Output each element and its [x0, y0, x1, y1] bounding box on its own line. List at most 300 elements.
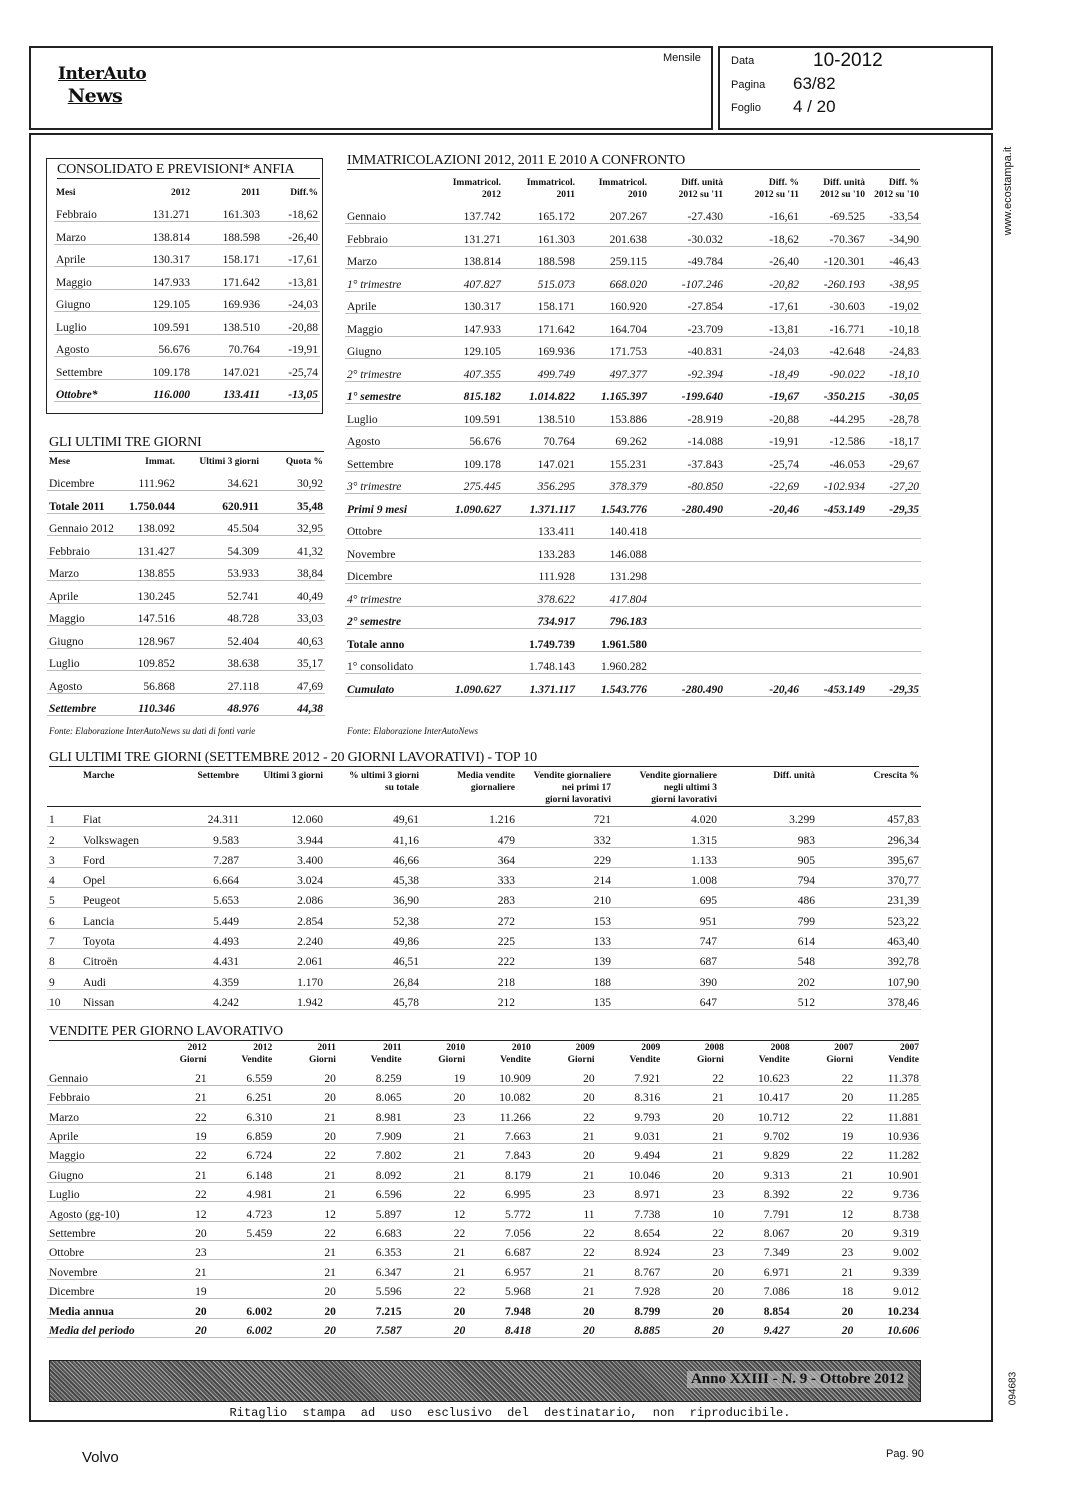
vendite-year-header: 2009: [641, 1043, 661, 1053]
table-cell: Agosto (gg-10): [49, 1208, 120, 1221]
top10-col-marche: Marche: [83, 771, 115, 781]
table-cell: 21: [195, 1266, 207, 1279]
table-cell: 147.516: [137, 613, 175, 625]
table-cell: 799: [797, 915, 815, 928]
vendite-sub-header: Giorni: [308, 1055, 336, 1065]
table-cell: -107.246: [681, 278, 723, 291]
table-row: [345, 291, 921, 314]
table-cell: 4.242: [213, 996, 239, 1009]
table-cell: 20: [324, 1286, 336, 1299]
table-cell: 6.002: [246, 1305, 273, 1318]
table-cell: 188: [593, 976, 611, 989]
vendite-sub-row: [47, 1054, 921, 1066]
table-cell: 512: [797, 996, 815, 1009]
table-cell: Marzo: [49, 1111, 80, 1124]
table-cell: 188.598: [537, 256, 575, 268]
table-cell: Marzo: [49, 568, 80, 580]
table-cell: -49.784: [687, 256, 723, 268]
table-cell: 23: [195, 1247, 207, 1260]
table-cell: 10.901: [887, 1169, 919, 1182]
table-row: [345, 516, 921, 539]
table-cell: 21: [324, 1266, 336, 1279]
table-cell: -40.831: [687, 346, 723, 358]
table-cell: 171.753: [609, 346, 647, 358]
table-cell: 1.750.044: [129, 500, 175, 513]
table-cell: 7.948: [505, 1305, 531, 1318]
table-cell: 23: [453, 1111, 466, 1124]
table-cell: -70.367: [829, 233, 865, 246]
table-cell: 23: [841, 1247, 854, 1260]
table-cell: 333: [497, 875, 515, 888]
table-cell: 20: [195, 1324, 207, 1337]
table-cell: 19: [841, 1131, 854, 1144]
table-cell: -24,03: [769, 346, 799, 358]
table-cell: -29,67: [889, 458, 919, 471]
table-cell: 210: [593, 895, 611, 908]
table-cell: -280.490: [681, 503, 723, 516]
table-cell: Audi: [83, 976, 106, 989]
table-cell: 4: [49, 875, 55, 888]
table-cell: 395,67: [887, 854, 919, 867]
table-cell: 1.090.627: [455, 683, 501, 696]
table-row: [47, 1144, 921, 1163]
table-cell: -38,95: [889, 278, 919, 291]
table-cell: -29,35: [889, 503, 919, 516]
table-cell: 111.928: [538, 571, 575, 583]
table-cell: Peugeot: [83, 895, 121, 908]
table-cell: 21: [841, 1169, 854, 1182]
table-cell: [725, 584, 801, 607]
table-cell: 12: [195, 1208, 207, 1221]
table-cell: 138.092: [137, 523, 175, 535]
table-cell: Agosto: [56, 344, 90, 356]
table-cell: 160.920: [609, 301, 647, 313]
table-cell: 46,66: [393, 854, 419, 867]
table-cell: -16.771: [829, 323, 865, 336]
ultimi-col-mese: Mese: [49, 457, 71, 467]
table-cell: 22: [195, 1150, 207, 1163]
table-cell: Nissan: [83, 996, 115, 1009]
table-cell: 6.683: [375, 1228, 402, 1241]
table-cell: 9.031: [634, 1131, 661, 1144]
table-row: [47, 671, 325, 694]
table-cell: Totale 2011: [49, 500, 105, 513]
table-cell: 10.082: [499, 1092, 531, 1105]
table-cell: 6.664: [213, 875, 239, 888]
table-cell: 22: [712, 1072, 724, 1085]
table-cell: Aprile: [56, 254, 86, 266]
ultimi-col-quota: Quota %: [285, 457, 323, 467]
table-cell: 7.086: [763, 1286, 790, 1299]
table-cell: 9.793: [634, 1111, 661, 1124]
table-row: [47, 581, 325, 604]
table-cell: 20: [583, 1092, 595, 1105]
table-cell: -18,62: [769, 233, 799, 246]
immatr-source: Fonte: Elaborazione InterAutoNews: [347, 726, 478, 736]
table-cell: [801, 584, 867, 607]
table-cell: 6.971: [763, 1266, 790, 1279]
table-cell: 9.427: [763, 1324, 790, 1337]
table-cell: 20: [712, 1286, 724, 1299]
table-cell: 133.411: [223, 389, 260, 401]
table-cell: [801, 539, 867, 562]
table-cell: 8.259: [375, 1072, 402, 1085]
table-cell: -25,74: [288, 366, 318, 379]
table-cell: 497.377: [609, 368, 647, 381]
table-cell: 548: [797, 956, 815, 969]
table-cell: Novembre: [49, 1266, 98, 1279]
table-cell: 7.663: [505, 1131, 531, 1144]
foglio-value: 4 / 20: [793, 97, 836, 116]
table-cell: 1.090.627: [455, 503, 501, 516]
table-cell: 6.596: [375, 1189, 402, 1202]
table-cell: 734.917: [537, 616, 575, 628]
table-cell: 4.493: [213, 936, 239, 949]
periodicity: Mensile: [663, 52, 701, 64]
table-cell: [649, 606, 725, 629]
table-cell: 5.968: [505, 1286, 531, 1299]
table-cell: 48.976: [227, 703, 259, 715]
table-cell: 18: [841, 1286, 854, 1299]
table-cell: Lancia: [83, 915, 115, 928]
table-cell: 983: [797, 834, 815, 847]
table-cell: 815.182: [463, 391, 501, 403]
table-cell: 133.411: [538, 526, 575, 538]
logo: [58, 63, 147, 111]
table-cell: 10.712: [757, 1111, 790, 1124]
table-cell: 668.020: [609, 278, 647, 291]
table-cell: 9.494: [634, 1150, 661, 1163]
table-cell: [725, 539, 801, 562]
table-cell: [427, 651, 503, 674]
table-cell: -260.193: [823, 278, 865, 291]
table-row: [47, 491, 325, 514]
table-cell: [649, 629, 725, 652]
table-cell: 21: [583, 1286, 595, 1299]
table-cell: 70.764: [543, 436, 575, 448]
table-cell: 138.814: [152, 231, 190, 244]
table-cell: 19: [195, 1131, 207, 1144]
table-row: [345, 426, 921, 449]
table-cell: 135: [593, 996, 611, 1009]
table-cell: 12.060: [291, 814, 323, 827]
table-row: [54, 289, 320, 312]
table-cell: 1.133: [691, 854, 717, 867]
table-row: [345, 336, 921, 359]
table-cell: 11: [583, 1208, 595, 1221]
data-value: 10-2012: [813, 50, 883, 71]
table-cell: Maggio: [49, 1150, 85, 1163]
table-cell: Novembre: [347, 548, 396, 561]
table-cell: Maggio: [347, 323, 383, 336]
table-cell: 44,38: [297, 703, 323, 715]
table-cell: 128.967: [137, 635, 175, 648]
table-cell: 2.240: [297, 936, 323, 949]
table-cell: 687: [699, 956, 717, 969]
table-cell: 4.431: [213, 956, 239, 969]
ultimi-title: GLI ULTIMI TRE GIORNI: [49, 435, 324, 452]
top10-header-row: [47, 770, 921, 807]
table-cell: 138.510: [222, 321, 260, 334]
table-row: [47, 1124, 921, 1143]
table-cell: 201.638: [609, 233, 647, 246]
table-cell: 20: [712, 1305, 724, 1318]
table-cell: 1: [49, 814, 55, 827]
table-cell: 137.742: [463, 211, 501, 223]
pagina-label: Pagina: [731, 79, 766, 91]
table-cell: -20,46: [769, 683, 799, 696]
table-cell: 905: [797, 854, 815, 867]
table-cell: 161.303: [222, 209, 260, 221]
table-cell: -18,62: [288, 209, 318, 221]
table-cell: 109.591: [463, 413, 501, 426]
table-cell: 22: [841, 1189, 854, 1202]
table-row: [47, 989, 921, 1009]
table-row: [345, 561, 921, 584]
table-cell: 4.723: [246, 1208, 273, 1221]
table-cell: 138.814: [463, 256, 501, 268]
table-cell: 22: [841, 1111, 854, 1124]
table-cell: -27.430: [687, 211, 723, 223]
table-cell: 9.313: [763, 1169, 790, 1182]
table-cell: 1.014.822: [529, 391, 575, 403]
table-cell: -13,05: [288, 389, 318, 401]
table-cell: 7.909: [375, 1131, 402, 1144]
table-cell: 259.115: [610, 256, 647, 268]
table-cell: 26,84: [393, 976, 419, 989]
table-cell: 32,95: [297, 523, 323, 535]
table-cell: -28.919: [687, 413, 723, 426]
table-cell: 390: [699, 976, 717, 989]
anfia-col-2011: 2011: [241, 188, 260, 198]
table-cell: Cumulato: [347, 683, 395, 696]
table-cell: 6.859: [246, 1131, 273, 1144]
table-cell: Giugno: [56, 299, 91, 311]
vendite-body: [47, 1066, 921, 1337]
table-cell: [801, 651, 867, 674]
table-cell: -17,61: [769, 301, 799, 313]
table-cell: 3.400: [297, 854, 323, 867]
table-row: [345, 471, 921, 494]
table-cell: 1.371.117: [529, 503, 575, 516]
table-cell: 188.598: [222, 231, 260, 244]
table-cell: -18,49: [769, 368, 799, 381]
table-cell: 332: [593, 834, 611, 847]
table-cell: 3.024: [297, 875, 323, 888]
table-cell: 1.543.776: [601, 683, 647, 696]
vendite-year-header: 2008: [704, 1043, 724, 1053]
table-cell: 21: [583, 1266, 595, 1279]
table-cell: 138.510: [537, 413, 575, 426]
immatr-col-diff-p-11: Diff. % 2012 su '11: [754, 178, 799, 200]
vendite-year-header: 2007: [834, 1043, 854, 1053]
table-cell: 38,84: [297, 568, 323, 580]
table-row: [345, 224, 921, 247]
table-cell: -23.709: [687, 323, 723, 336]
table-cell: 6.353: [375, 1247, 402, 1260]
ultimi-source: Fonte: Elaborazione InterAutoNews su dati di fonti varie: [49, 726, 256, 736]
table-cell: 169.936: [222, 299, 260, 311]
table-cell: 407.355: [463, 368, 501, 381]
table-cell: 138.855: [137, 568, 175, 580]
table-cell: 8.924: [634, 1247, 661, 1260]
table-cell: Febbraio: [49, 1092, 90, 1105]
top10-col-vg3: Vendite giornaliere negli ultimi 3 giorni lavorativi: [639, 771, 717, 805]
table-cell: Dicembre: [49, 1286, 95, 1299]
top10-col-crescita: Crescita %: [873, 771, 919, 781]
table-row: [47, 1163, 921, 1182]
vendite-sub-header: Vendite: [500, 1055, 531, 1065]
table-row: [345, 314, 921, 337]
vendite-sub-header: Giorni: [438, 1055, 466, 1065]
table-cell: -42.648: [829, 346, 865, 358]
table-cell: Ford: [83, 854, 105, 867]
table-cell: 272: [497, 915, 515, 928]
table-cell: 22: [583, 1228, 595, 1241]
table-row: [47, 468, 325, 491]
table-row: [54, 312, 320, 335]
table-cell: 22: [195, 1189, 207, 1202]
table-cell: 109.591: [152, 321, 190, 334]
table-cell: 10.234: [887, 1305, 919, 1318]
table-cell: 486: [797, 895, 815, 908]
table-cell: 41,16: [393, 834, 419, 847]
anfia-header-row: [54, 187, 320, 199]
vendite-sub-header: Vendite: [629, 1055, 661, 1065]
table-cell: Ottobre*: [56, 389, 98, 401]
table-cell: 21: [841, 1266, 854, 1279]
table-cell: 169.936: [537, 346, 575, 358]
table-cell: Media del periodo: [49, 1324, 135, 1337]
table-cell: 1.749.739: [529, 638, 575, 651]
table-cell: 378.622: [537, 593, 575, 606]
table-cell: -453.149: [823, 683, 865, 696]
table-cell: 296,34: [887, 834, 919, 847]
table-cell: Gennaio: [49, 1072, 88, 1085]
table-cell: 8.067: [763, 1228, 790, 1241]
table-cell: 7.738: [634, 1208, 661, 1221]
table-cell: 20: [841, 1228, 854, 1241]
footer-right: Pag. 90: [886, 1448, 924, 1460]
table-cell: 109.178: [152, 366, 190, 379]
table-cell: [649, 584, 725, 607]
table-cell: 130.317: [152, 254, 190, 266]
table-cell: -102.934: [823, 481, 865, 493]
immatr-col-diff-u-10: Diff. unità 2012 su '10: [820, 178, 865, 200]
table-cell: -92.394: [687, 368, 723, 381]
table-cell: [427, 539, 503, 562]
top10-col-vg17: Vendite giornaliere nei primi 17 giorni lavorativi: [533, 771, 611, 805]
table-cell: 41,32: [297, 545, 323, 558]
table-cell: -280.490: [681, 683, 723, 696]
table-cell: 47,69: [297, 680, 323, 693]
table-cell: 56.676: [158, 344, 190, 356]
top10-title: GLI ULTIMI TRE GIORNI (SETTEMBRE 2012 - 20 GIORNI LAVORATIVI) - TOP 10: [49, 750, 919, 767]
vendite-table: [47, 1042, 921, 1338]
table-cell: 6.724: [246, 1150, 273, 1163]
table-cell: 6.002: [246, 1324, 273, 1337]
table-cell: -80.850: [687, 481, 723, 493]
table-cell: 5.449: [213, 915, 239, 928]
table-cell: 45,38: [393, 875, 419, 888]
table-cell: 10: [49, 996, 61, 1009]
table-cell: 70.764: [228, 344, 260, 356]
table-cell: [427, 606, 503, 629]
table-cell: 20: [195, 1228, 207, 1241]
table-cell: 35,17: [297, 658, 323, 670]
table-cell: 7.843: [505, 1150, 531, 1163]
table-cell: 147.021: [537, 458, 575, 471]
table-cell: 8.885: [634, 1324, 661, 1337]
table-cell: 6.347: [375, 1266, 402, 1279]
table-cell: -69.525: [829, 211, 865, 223]
table-row: [47, 949, 921, 969]
table-cell: 8.392: [763, 1189, 790, 1202]
table-cell: 153: [593, 915, 611, 928]
table-row: [47, 1318, 921, 1337]
table-cell: -46.053: [829, 458, 865, 471]
table-row: [47, 908, 921, 928]
vendite-sub-header: Giorni: [826, 1055, 854, 1065]
table-cell: 11.282: [887, 1150, 919, 1163]
table-cell: 1.942: [297, 996, 323, 1009]
table-cell: Maggio: [49, 613, 85, 625]
table-cell: 8.767: [634, 1266, 661, 1279]
table-row: [47, 1241, 921, 1260]
table-cell: 10.606: [887, 1324, 919, 1337]
vendite-sub-header: Giorni: [179, 1055, 207, 1065]
table-cell: Marzo: [347, 256, 378, 268]
table-cell: 8.654: [634, 1228, 661, 1241]
table-cell: 54.309: [227, 545, 259, 558]
table-cell: 21: [583, 1131, 595, 1144]
table-cell: 9.829: [763, 1150, 790, 1163]
top10-col-ultimi: Ultimi 3 giorni: [263, 771, 323, 781]
table-cell: -30,05: [889, 391, 919, 403]
immatr-col-2012: Immatricol. 2012: [452, 178, 501, 200]
table-cell: [801, 629, 867, 652]
table-cell: 499.749: [537, 368, 575, 381]
table-cell: 147.933: [463, 323, 501, 336]
table-cell: -34,90: [889, 233, 919, 246]
table-cell: -19,91: [769, 436, 799, 448]
table-row: [54, 244, 320, 267]
table-cell: -13,81: [769, 323, 799, 336]
table-cell: 12: [324, 1208, 336, 1221]
vendite-sub-header: Vendite: [758, 1055, 790, 1065]
table-cell: 4° trimestre: [347, 593, 402, 606]
table-cell: 218: [497, 976, 515, 989]
table-cell: Volkswagen: [83, 834, 140, 847]
table-cell: -24,83: [889, 346, 919, 358]
table-cell: Aprile: [49, 590, 79, 603]
table-cell: 20: [453, 1092, 466, 1105]
table-cell: 10.936: [887, 1131, 919, 1144]
table-cell: 20: [453, 1305, 466, 1318]
table-cell: [427, 629, 503, 652]
table-cell: 38.638: [227, 658, 259, 670]
table-cell: 133: [593, 936, 611, 949]
vendite-year-header: 2007: [900, 1043, 919, 1053]
table-cell: 20: [841, 1305, 854, 1318]
table-cell: -37.843: [687, 458, 723, 471]
table-cell: 2° trimestre: [347, 368, 402, 381]
table-cell: 364: [497, 854, 515, 867]
table-cell: 45,78: [393, 996, 419, 1009]
table-cell: 229: [593, 854, 611, 867]
table-cell: Settembre: [347, 458, 394, 471]
immatr-col-diff-p-10: Diff. % 2012 su '10: [874, 178, 919, 200]
